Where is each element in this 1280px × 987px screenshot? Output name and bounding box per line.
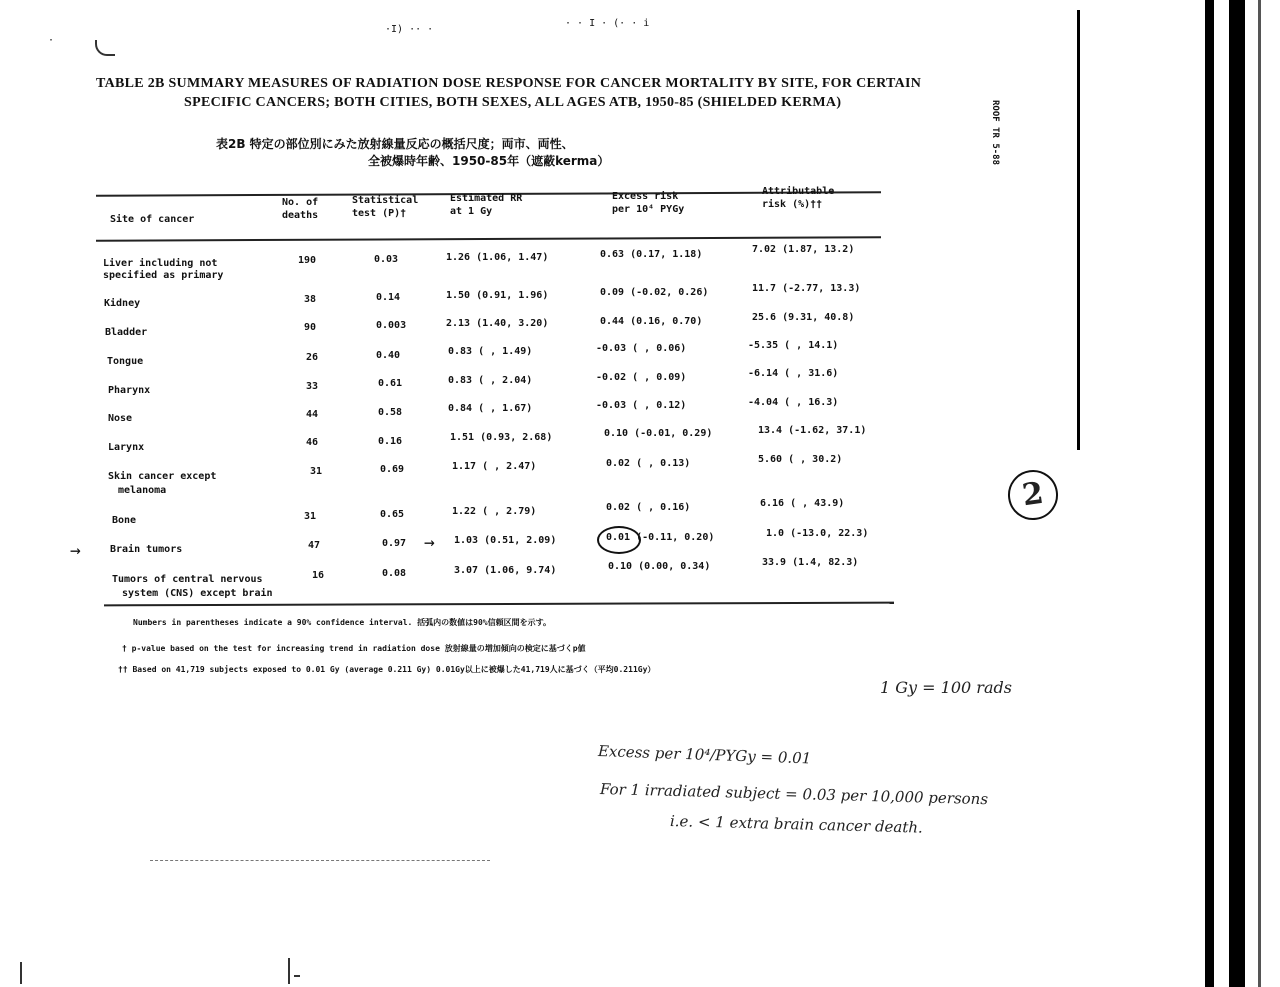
- scan-artifact: ·: [48, 35, 55, 46]
- table-cell-deaths: 44: [306, 409, 319, 420]
- table-cell-excess: 0.09 (-0.02, 0.26): [600, 287, 709, 298]
- scan-edge-line: [1077, 10, 1080, 450]
- table-row-site: Nose: [108, 413, 133, 424]
- scan-artifact: [95, 40, 115, 56]
- col-header-deaths: No. of deaths: [282, 197, 319, 221]
- table-row-site: Tumors of central nervous system (CNS) except brain: [112, 574, 273, 599]
- table-cell-test: 0.40: [376, 350, 401, 361]
- table-row-site: Kidney: [104, 298, 141, 309]
- table-cell-test: 0.03: [374, 254, 399, 265]
- table-cell-excess: 0.10 (0.00, 0.34): [608, 561, 711, 572]
- handwritten-arrow-icon: →: [424, 532, 435, 553]
- col-header-test: Statistical test (P)†: [352, 195, 419, 219]
- table-cell-deaths: 16: [312, 570, 325, 581]
- table-title-japanese-line1: 表2B 特定の部位別にみた放射線量反応の概括尺度；両市、両性、: [216, 137, 574, 151]
- handwritten-line3: i.e. < 1 extra brain cancer death.: [669, 812, 924, 837]
- table-cell-excess: 0.02 ( , 0.13): [606, 458, 691, 469]
- table-cell-excess: 0.63 (0.17, 1.18): [600, 249, 703, 260]
- table-cell-test: 0.61: [378, 378, 403, 389]
- table-cell-excess: 0.44 (0.16, 0.70): [600, 316, 703, 327]
- table-bottom-rule: [104, 602, 894, 607]
- table-cell-test: 0.08: [382, 568, 407, 579]
- scan-edge-line: [1258, 0, 1261, 987]
- col-header-site: Site of cancer: [110, 214, 195, 225]
- table-cell-deaths: 31: [310, 466, 323, 477]
- scan-artifact-line: [150, 860, 490, 861]
- table-cell-rr: 1.17 ( , 2.47): [452, 461, 537, 472]
- table-cell-rr: 3.07 (1.06, 9.74): [454, 565, 557, 576]
- footnote: † p-value based on the test for increasing trend in radiation dose 放射線量の増加傾向の検定に基づくp値: [122, 644, 586, 653]
- table-cell-rr: 2.13 (1.40, 3.20): [446, 318, 549, 329]
- scan-artifact: ·I) ·· ·: [385, 24, 434, 35]
- table-cell-rr: 0.83 ( , 1.49): [448, 346, 533, 357]
- handwritten-line2: For 1 irradiated subject = 0.03 per 10,000 persons: [599, 780, 989, 809]
- table-cell-test: 0.69: [380, 464, 405, 475]
- table-title-japanese-line2: 全被爆時年齢、1950-85年（遮蔽kerma）: [368, 154, 610, 168]
- table-cell-attrib: 6.16 ( , 43.9): [760, 498, 845, 509]
- table-cell-test: 0.65: [380, 509, 405, 520]
- table-cell-attrib: -5.35 ( , 14.1): [748, 340, 839, 351]
- table-cell-deaths: 46: [306, 437, 319, 448]
- table-cell-attrib: 5.60 ( , 30.2): [758, 454, 843, 465]
- table-cell-rr: 0.83 ( , 2.04): [448, 375, 533, 386]
- scan-artifact: [288, 958, 290, 984]
- table-cell-deaths: 31: [304, 511, 317, 522]
- handwritten-gy-note: 1 Gy = 100 rads: [880, 678, 1012, 697]
- table-cell-deaths: 26: [306, 352, 319, 363]
- col-header-attrib: Attributable risk (%)††: [762, 186, 835, 210]
- table-cell-excess: -0.03 ( , 0.12): [596, 400, 687, 411]
- scan-artifact: [294, 975, 300, 977]
- handwritten-line1: Excess per 10⁴/PYGy = 0.01: [597, 742, 812, 768]
- table-cell-test: 0.58: [378, 407, 403, 418]
- table-cell-excess: 0.01 (-0.11, 0.20): [606, 532, 715, 543]
- table-cell-attrib: 13.4 (-1.62, 37.1): [758, 425, 867, 436]
- table-cell-attrib: 7.02 (1.87, 13.2): [752, 244, 855, 255]
- table-cell-rr: 1.50 (0.91, 1.96): [446, 290, 549, 301]
- scan-artifact: [20, 962, 22, 984]
- table-cell-excess: -0.02 ( , 0.09): [596, 372, 687, 383]
- scan-edge-bar: [1229, 0, 1245, 987]
- table-row-site: Larynx: [108, 442, 145, 453]
- table-title-line2: SPECIFIC CANCERS; BOTH CITIES, BOTH SEXES, ALL AGES ATB, 1950-85 (SHIELDED KERMA): [184, 95, 842, 110]
- col-header-rr: Estimated RR at 1 Gy: [450, 193, 523, 217]
- table-row-site: Pharynx: [108, 385, 151, 396]
- scan-edge-bar: [1205, 0, 1214, 987]
- table-cell-attrib: 11.7 (-2.77, 13.3): [752, 283, 861, 294]
- table-cell-excess: 0.02 ( , 0.16): [606, 502, 691, 513]
- col-header-excess: Excess risk per 10⁴ PYGy: [612, 191, 685, 215]
- table-cell-rr: 0.84 ( , 1.67): [448, 403, 533, 414]
- table-cell-attrib: -6.14 ( , 31.6): [748, 368, 839, 379]
- table-cell-test: 0.003: [376, 320, 407, 331]
- handwritten-circled-number: 2: [1005, 467, 1061, 523]
- table-row-site: Liver including not specified as primary: [103, 258, 224, 281]
- table-cell-attrib: 25.6 (9.31, 40.8): [752, 312, 855, 323]
- table-cell-attrib: -4.04 ( , 16.3): [748, 397, 839, 408]
- table-cell-rr: 1.51 (0.93, 2.68): [450, 432, 553, 443]
- table-cell-deaths: 33: [306, 381, 319, 392]
- table-cell-test: 0.14: [376, 292, 401, 303]
- table-row-site: Bone: [112, 515, 137, 526]
- table-cell-rr: 1.03 (0.51, 2.09): [454, 535, 557, 546]
- table-cell-excess: -0.03 ( , 0.06): [596, 343, 687, 354]
- table-cell-excess: 0.10 (-0.01, 0.29): [604, 428, 713, 439]
- table-row-site: Brain tumors: [110, 544, 183, 555]
- table-header-rule: [96, 236, 881, 241]
- table-title-line1: TABLE 2B SUMMARY MEASURES OF RADIATION DOSE RESPONSE FOR CANCER MORTALITY BY SITE, FOR CERTAIN: [96, 76, 922, 91]
- table-row-site: Bladder: [105, 327, 148, 338]
- table-cell-attrib: 33.9 (1.4, 82.3): [762, 557, 859, 568]
- table-cell-attrib: 1.0 (-13.0, 22.3): [766, 528, 869, 539]
- footnote: Numbers in parentheses indicate a 90% confidence interval. 括弧内の数値は90%信頼区間を示す。: [133, 618, 551, 627]
- scan-artifact: · · I · (· · i: [565, 18, 650, 29]
- footnote: †† Based on 41,719 subjects exposed to 0.01 Gy (average 0.211 Gy) 0.01Gy以上に被爆した41,719人に基づく（平均0.211Gy）: [118, 665, 656, 674]
- margin-stamp: ROOF TR 5-88: [990, 100, 1000, 166]
- table-cell-test: 0.97: [382, 538, 407, 549]
- table-cell-deaths: 190: [298, 255, 317, 266]
- table-cell-test: 0.16: [378, 436, 403, 447]
- handwritten-arrow-icon: →: [70, 540, 81, 561]
- table-cell-deaths: 38: [304, 294, 317, 305]
- table-cell-deaths: 90: [304, 322, 317, 333]
- table-row-site: Tongue: [107, 356, 144, 367]
- table-cell-deaths: 47: [308, 540, 321, 551]
- table-cell-rr: 1.26 (1.06, 1.47): [446, 252, 549, 263]
- table-cell-rr: 1.22 ( , 2.79): [452, 506, 537, 517]
- table-row-site: Skin cancer except melanoma: [108, 471, 217, 496]
